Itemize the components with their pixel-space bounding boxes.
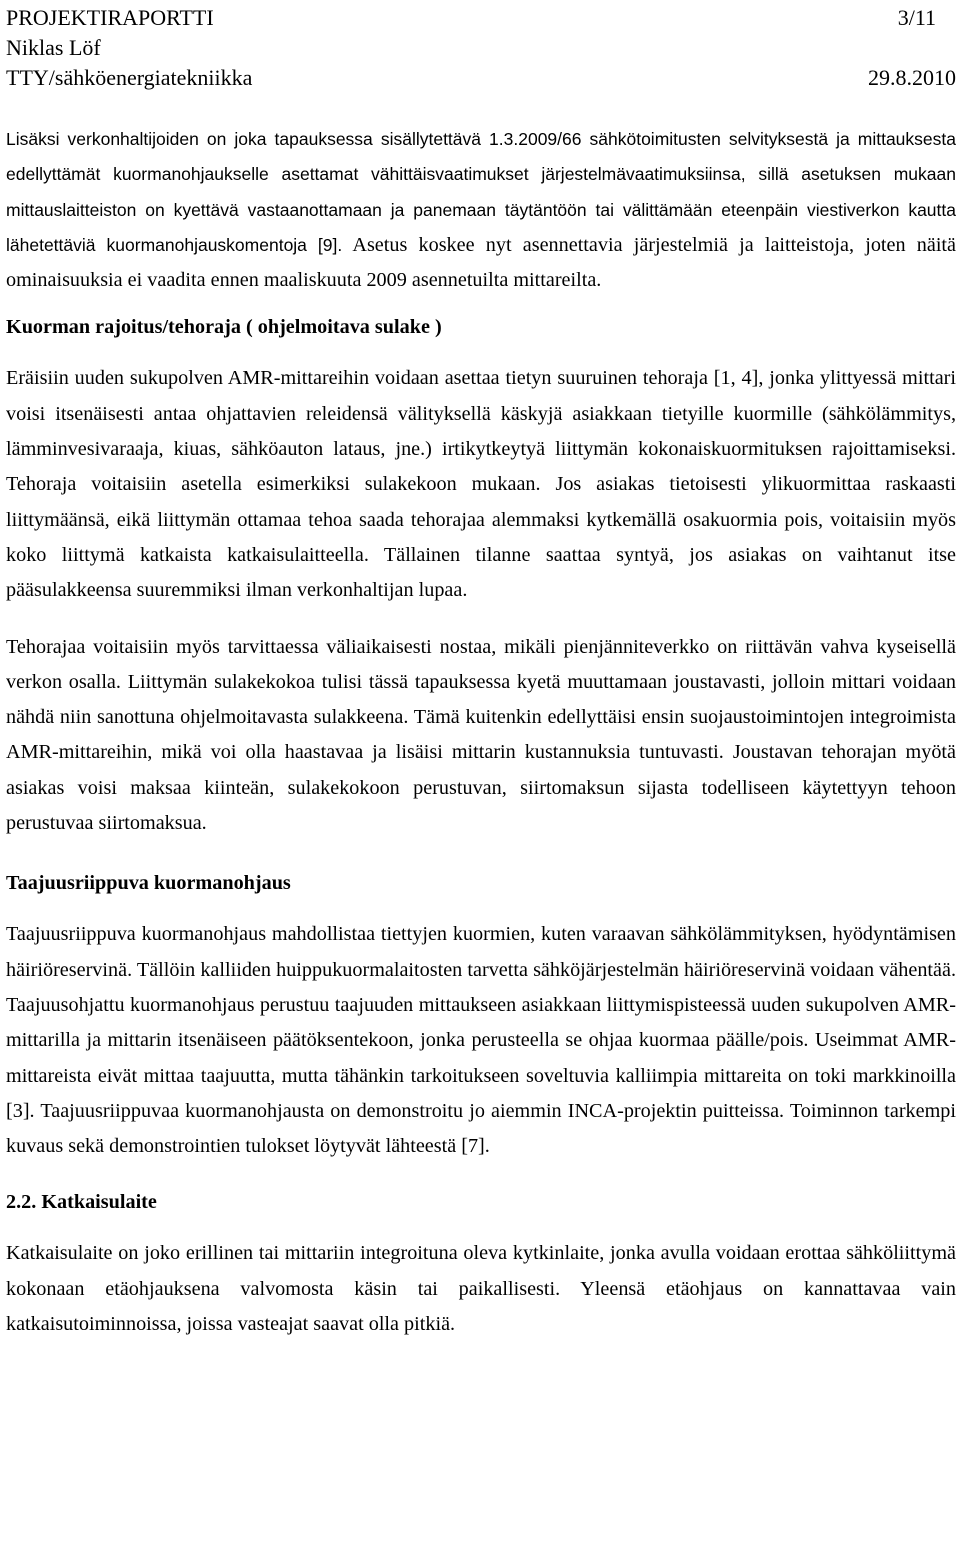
paragraph-part: Asetus koskee nyt asennettavia järjestelmiä ja laitteistoja, joten näitä ominaisuuksia ei vaadita ennen maaliskuuta 2009 asennetuilta mittareilta. [6,233,957,292]
section-heading: 2.2. Katkaisulaite [6,1191,157,1214]
paragraph: Eräisiin uuden sukupolven AMR-mittareihin voidaan asettaa tietyn suuruinen tehoraja [1, 4], jonka ylittyessä mittari voisi itsenäisesti antaa ohjattavien releidensä välityksellä käskyjä asiakkaan tietyille kuormille (sähkölämmitys, lämminvesivaraaja, kiuas, sähköauton lataus, jne.) irtikytkeytyä liittymän kokonaiskuormituksen rajoittamiseksi. Tehoraja voitaisiin asetella esimerkiksi sulakekoon mukaan. Jos asiakas tietoisesti ylikuormittaa raskaasti liittymäänsä, eikä liittymän ottamaa tehoa saada tehorajaa alemmaksi kytkemällä osakuormia pois, voitaisiin myös koko liittymä katkaista katkaisulaitteella. Tällainen tilanne saattaa syntyä, jos asiakas on vaihtanut itse pääsulakkeensa suuremmiksi ilman verkonhaltijan lupaa. [6,367,956,602]
page-number: 3/11 [897,5,936,30]
page-header [6,0,956,93]
author-name: Niklas Löf [6,35,101,60]
section-heading: Kuorman rajoitus/tehoraja ( ohjelmoitava sulake ) [6,316,442,339]
report-title: PROJEKTIRAPORTTI [6,5,214,30]
paragraph-part: Lisäksi verkonhaltijoiden on joka tapauksessa sisällytettävä 1.3.2009/66 sähkötoimitusten selvityksestä ja mittauksesta edellyttämät kuormanohjaukselle asettamat vähittäisvaatimukset järjestelmävaatimuksiinsa, sillä asetuksen mukaan mittauslaitteiston on kyettävä vastaanottamaan ja panemaan täytäntöön tai välittämään eteenpäin viestiverkon kautta lähetettäviä kuormanohjauskomentoja [9]. [6,129,956,255]
paragraph [6,122,956,298]
section-heading: Taajuusriippuva kuormanohjaus [6,872,291,895]
report-date: 29.8.2010 [868,65,956,90]
document-body [6,122,956,1342]
paragraph: Tehorajaa voitaisiin myös tarvittaessa väliaikaisesti nostaa, mikäli pienjänniteverkko on riittävän vahva kyseisellä verkon osalla. Liittymän sulakekokoa tulisi tässä tapauksessa kyetä muuttamaan joustavasti, jolloin mittari voidaan nähdä niin sanottuna ohjelmoitavasta sulakkeena. Tämä kuitenkin edellyttäisi ensin suojaustoimintojen integroimista AMR-mittareihin, mikä voi olla haastavaa ja lisäisi mittarin kustannuksia tuntuvasti. Joustavan tehorajan myötä asiakas voisi maksaa kiinteän, sulakekokoon perustuvan, siirtomaksun sijasta todelliseen käytettyyn tehoon perustuvaa siirtomaksua. [6,635,956,835]
paragraph: Katkaisulaite on joko erillinen tai mittariin integroituna oleva kytkinlaite, jonka avulla voidaan erottaa sähköliittymä kokonaan etäohjauksena valvomosta käsin tai paikallisesti. Yleensä etäohjaus on kannattavaa vain katkaisutoiminnoissa, joissa vasteajat saavat olla pitkiä. [6,1242,956,1336]
department: TTY/sähköenergiatekniikka [6,65,253,90]
paragraph: Taajuusriippuva kuormanohjaus mahdollistaa tiettyjen kuormien, kuten varaavan sähkölämmityksen, hyödyntämisen häiriöreservinä. Tällöin kalliiden huippukuormalaitosten tarvetta sähköjärjestelmän häiriöreservinä voidaan vähentää. Taajuusohjattu kuormanohjaus perustuu taajuuden mittaukseen asiakkaan liittymispisteessä uuden sukupolven AMR-mittarilla ja mittarin itsenäiseen päätöksentekoon, jonka perusteella se ohjaa kuormaa päälle/pois. Useimmat AMR-mittareista eivät mittaa taajuutta, mutta tähänkin tarkoitukseen soveltuvia kalliimpia mittareita on toki markkinoilla [3]. Taajuusriippuvaa kuormanohjausta on demonstroitu jo aiemmin INCA-projektin puitteissa. Toiminnon tarkempi kuvaus sekä demonstrointien tulokset löytyvät lähteestä [7]. [6,923,956,1158]
